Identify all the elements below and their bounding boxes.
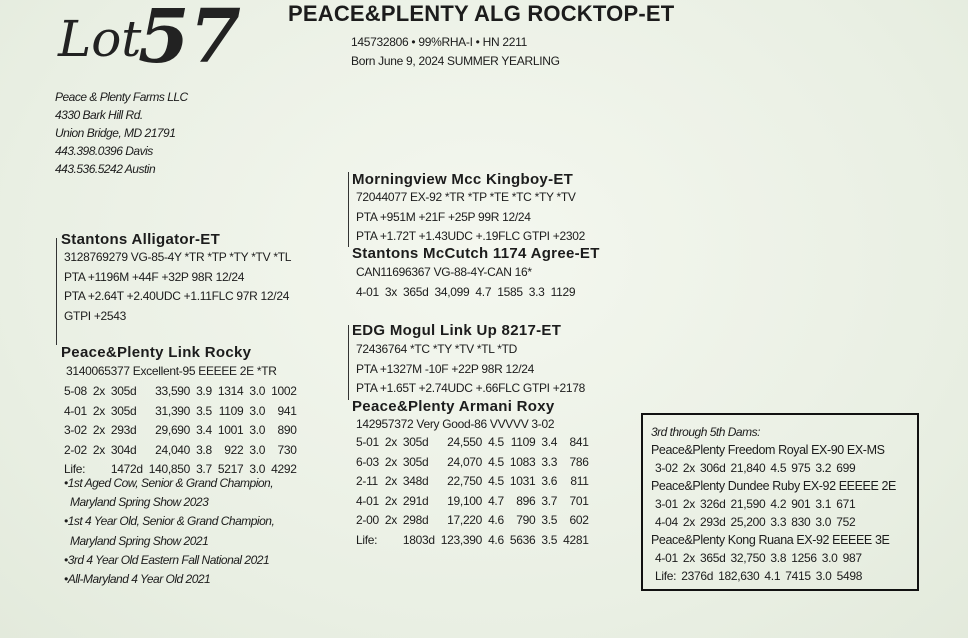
dam-sire-line-2: PTA +1327M -10F +22P 98R 12/24 bbox=[356, 361, 535, 376]
honor-line: Maryland Spring Show 2023 bbox=[70, 495, 209, 510]
owner-street: 4330 Bark Hill Rd. bbox=[55, 108, 143, 122]
third-dam-record: 3-02 2x 306d 21,840 4.5 975 3.2 699 bbox=[655, 461, 856, 475]
table-row: 4-01 2x 291d 19,100 4.7 896 3.7 701 bbox=[356, 493, 589, 508]
fourth-dam-name: Peace&Plenty Dundee Ruby EX-92 EEEEE 2E bbox=[651, 479, 896, 493]
honor-line: •3rd 4 Year Old Eastern Fall National 2021 bbox=[64, 552, 270, 567]
sire-sire-line-3: PTA +1.72T +1.43UDC +.19FLC GTPI +2302 bbox=[356, 229, 585, 243]
table-row: 3-02 2x 293d 29,690 3.4 1001 3.0 890 bbox=[64, 423, 297, 437]
owner-block bbox=[55, 88, 188, 178]
dam-dam-id-line: 142957372 Very Good-86 VVVVV 3-02 bbox=[356, 417, 555, 431]
sire-line-3: PTA +2.64T +2.40UDC +1.11FLC 97R 12/24 bbox=[64, 289, 290, 303]
honor-line: •1st Aged Cow, Senior & Grand Champion, bbox=[64, 476, 274, 490]
honor-line: •1st 4 Year Old, Senior & Grand Champion, bbox=[64, 514, 275, 529]
owner-phone-austin: 443.536.5242 Austin bbox=[55, 162, 156, 176]
fifth-dam-life-record: Life: 2376d 182,630 4.1 7415 3.0 5498 bbox=[655, 569, 863, 583]
sire-sire-name: Morningview Mcc Kingboy-ET bbox=[352, 171, 574, 188]
dam-records-table bbox=[64, 382, 303, 480]
lot-digits: 57 bbox=[138, 0, 241, 80]
dam-sire-details bbox=[356, 340, 585, 399]
sire-bracket-line bbox=[56, 238, 57, 345]
animal-birth-line: Born June 9, 2024 SUMMER YEARLING bbox=[351, 54, 560, 68]
sire-parents-bracket-line bbox=[348, 172, 349, 247]
sire-sire-details bbox=[356, 188, 585, 247]
table-row: 4-01 2x 305d 31,390 3.5 1109 3.0 941 bbox=[64, 403, 297, 418]
table-row: 6-03 2x 305d 24,070 4.5 1083 3.3 786 bbox=[356, 454, 589, 469]
sire-dam-line-2: 4-01 3x 365d 34,099 4.7 1585 3.3 1129 bbox=[356, 284, 576, 299]
third-dam-name: Peace&Plenty Freedom Royal EX-90 EX-MS bbox=[651, 443, 885, 457]
lot-word: Lot bbox=[58, 10, 142, 68]
sire-dam-line-1: CAN11696367 VG-88-4Y-CAN 16* bbox=[356, 265, 532, 279]
table-row: 5-08 2x 305d 33,590 3.9 1314 3.0 1002 bbox=[64, 384, 297, 398]
table-row: 2-00 2x 298d 17,220 4.6 790 3.5 602 bbox=[356, 513, 589, 527]
sire-dam-name: Stantons McCutch 1174 Agree-ET bbox=[352, 245, 600, 262]
fifth-dam-name: Peace&Plenty Kong Ruana EX-92 EEEEE 3E bbox=[651, 533, 890, 547]
sire-dam-details bbox=[356, 263, 575, 302]
table-row: 5-01 2x 305d 24,550 4.5 1109 3.4 841 bbox=[356, 435, 589, 449]
owner-phone-davis: 443.398.0396 Davis bbox=[55, 144, 153, 158]
table-row: 2-11 2x 348d 22,750 4.5 1031 3.6 811 bbox=[356, 474, 589, 488]
further-dams-header: 3rd through 5th Dams: bbox=[651, 425, 760, 439]
sire-sire-line-2: PTA +951M +21F +25P 99R 12/24 bbox=[356, 209, 531, 224]
dam-parents-bracket-line bbox=[348, 325, 349, 400]
dam-id-line: 3140065377 Excellent-95 EEEEE 2E *TR bbox=[66, 364, 277, 378]
sire-details bbox=[64, 248, 291, 326]
fifth-dam-record: 4-01 2x 365d 32,750 3.8 1256 3.0 987 bbox=[655, 551, 862, 565]
animal-id-line: 145732806 • 99%RHA-I • HN 2211 bbox=[351, 35, 527, 49]
honor-line: •All-Maryland 4 Year Old 2021 bbox=[64, 572, 211, 587]
sire-name: Stantons Alligator-ET bbox=[61, 231, 221, 248]
dam-sire-line-1: 72436764 *TC *TY *TV *TL *TD bbox=[356, 342, 518, 356]
dam-sire-name: EDG Mogul Link Up 8217-ET bbox=[352, 322, 562, 339]
owner-farm: Peace & Plenty Farms LLC bbox=[55, 90, 188, 104]
honor-line: Maryland Spring Show 2021 bbox=[70, 533, 209, 548]
sire-line-4: GTPI +2543 bbox=[64, 308, 127, 323]
life-row: Life: 1803d 123,390 4.6 5636 3.5 4281 bbox=[356, 532, 589, 547]
owner-city: Union Bridge, MD 21791 bbox=[55, 126, 176, 140]
sire-line-2: PTA +1196M +44F +32P 98R 12/24 bbox=[64, 269, 245, 284]
further-dams-box bbox=[641, 413, 919, 591]
fourth-dam-record: 4-04 2x 293d 25,200 3.3 830 3.0 752 bbox=[655, 515, 856, 529]
fourth-dam-record: 3-01 2x 326d 21,590 4.2 901 3.1 671 bbox=[655, 497, 856, 511]
dam-honors bbox=[64, 474, 274, 589]
dam-dam-records-table bbox=[356, 433, 595, 550]
sire-sire-line-1: 72044077 EX-92 *TR *TP *TE *TC *TY *TV bbox=[356, 190, 576, 204]
dam-dam-name: Peace&Plenty Armani Roxy bbox=[352, 398, 555, 415]
life-row: Life: 1472d 140,850 3.7 5217 3.0 4292 bbox=[64, 462, 297, 476]
sire-line-1: 3128769279 VG-85-4Y *TR *TP *TY *TV *TL bbox=[64, 250, 292, 264]
dam-name: Peace&Plenty Link Rocky bbox=[61, 344, 252, 361]
animal-name: PEACE&PLENTY ALG ROCKTOP-ET bbox=[288, 1, 675, 26]
dam-sire-line-3: PTA +1.65T +2.74UDC +.66FLC GTPI +2178 bbox=[356, 381, 585, 395]
table-row: 2-02 2x 304d 24,040 3.8 922 3.0 730 bbox=[64, 442, 297, 457]
